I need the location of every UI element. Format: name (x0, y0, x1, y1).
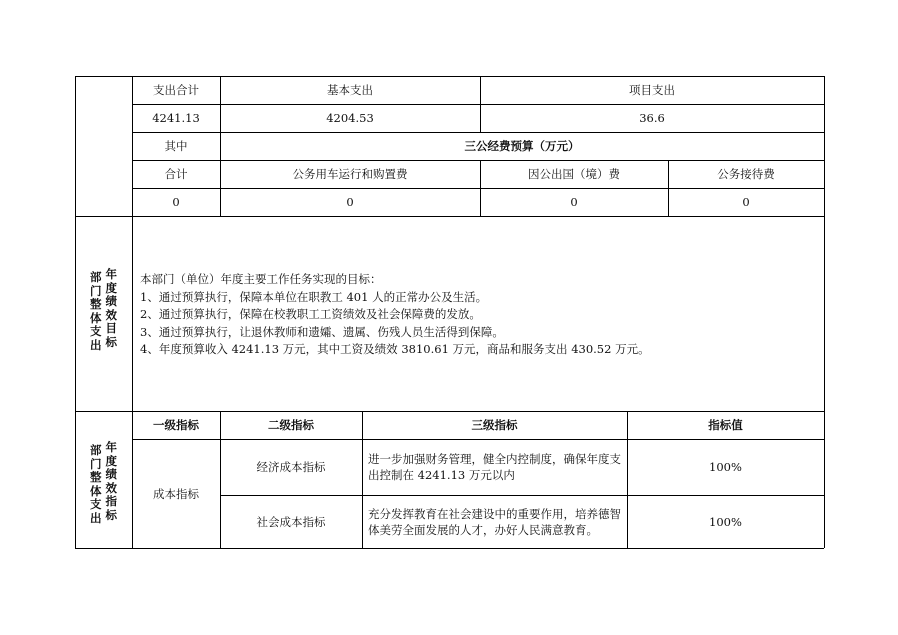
value-total-expenditure: 4241.13 (152, 111, 200, 125)
value-basic-expenditure: 4204.53 (326, 111, 374, 125)
social-cost-value: 100% (709, 514, 742, 529)
side-char: 门 (90, 283, 102, 298)
annual-goals-text (140, 271, 820, 359)
side-char: 体 (90, 310, 102, 325)
sub-value-reception: 0 (742, 195, 750, 209)
sub-header-reception: 公务接待费 (717, 167, 775, 181)
indicators-side-label-col1 (90, 444, 102, 525)
level3-social-cost-desc: 充分发挥教育在社会建设中的重要作用，培养德智体美劳全面发展的人才，办好人民满意教育。 (368, 506, 621, 537)
side-char: 绩 (105, 467, 117, 481)
side-char: 整 (90, 470, 102, 484)
side-char: 目 (105, 321, 117, 335)
side-char: 出 (90, 510, 102, 525)
side-char: 年 (105, 440, 117, 454)
side-char: 出 (90, 337, 102, 352)
goals-side-label (75, 267, 132, 352)
side-char: 绩 (105, 294, 117, 308)
section-divider (75, 216, 824, 217)
side-char: 体 (90, 483, 102, 498)
level2-economic-cost: 经济成本指标 (256, 460, 326, 474)
goals-side-label-col1 (90, 271, 102, 352)
goal-line: 本部门（单位）年度主要工作任务实现的目标： (140, 272, 382, 286)
side-char: 指 (105, 494, 117, 508)
side-char: 标 (105, 334, 117, 349)
economic-cost-value: 100% (709, 460, 742, 474)
three-public-budget-title: 三公经费预算（万元） (464, 139, 580, 153)
side-char: 年 (105, 267, 117, 281)
header-level1-indicator: 一级指标 (153, 418, 199, 432)
goal-line: 2、通过预算执行，保障在校教职工工资绩效及社会保障费的发放。 (140, 307, 481, 321)
side-char: 部 (90, 270, 102, 284)
side-char: 部 (90, 443, 102, 457)
goal-line: 1、通过预算执行，保障本单位在职教工 401 人的正常办公及生活。 (140, 289, 488, 304)
sub-header-total: 合计 (164, 167, 188, 181)
header-level3-indicator: 三级指标 (471, 418, 518, 432)
header-basic-expenditure: 基本支出 (327, 83, 373, 97)
table-border-right (824, 76, 825, 548)
sub-header-vehicle: 公务用车运行和购置费 (292, 167, 408, 181)
table-border-bottom (75, 548, 824, 549)
goal-line: 4、年度预算收入 4241.13 万元，其中工资及绩效 3810.61 万元，商品和服务支出 430.52 万元。 (140, 342, 650, 356)
sub-value-abroad: 0 (570, 195, 578, 209)
level1-cost-indicator: 成本指标 (153, 486, 199, 501)
header-total-expenditure: 支出合计 (153, 83, 199, 97)
indicators-side-label (75, 440, 132, 525)
goals-side-label-col2 (106, 268, 118, 352)
side-char: 整 (90, 297, 102, 311)
side-char: 度 (105, 280, 117, 295)
header-project-expenditure: 项目支出 (629, 83, 675, 97)
value-project-expenditure: 36.6 (639, 111, 665, 125)
among-label: 其中 (164, 139, 188, 153)
header-level2-indicator: 二级指标 (268, 418, 314, 432)
side-char: 效 (105, 307, 117, 322)
side-char: 效 (105, 480, 117, 495)
sub-value-vehicle: 0 (346, 195, 354, 209)
side-char: 门 (90, 456, 102, 471)
sub-value-total: 0 (172, 195, 180, 209)
level2-social-cost: 社会成本指标 (256, 514, 326, 529)
side-char: 度 (105, 453, 117, 468)
header-indicator-value: 指标值 (708, 418, 743, 432)
goal-line: 3、通过预算执行，让退休教师和遗孀、遗属、伤残人员生活得到保障。 (140, 324, 504, 339)
side-char: 标 (105, 507, 117, 522)
indicators-side-label-col2 (106, 441, 118, 525)
side-char: 支 (90, 324, 102, 338)
sub-header-abroad: 因公出国（境）费 (528, 167, 620, 181)
side-char: 支 (90, 497, 102, 511)
level3-economic-cost-desc: 进一步加强财务管理，健全内控制度，确保年度支出控制在 4241.13 万元以内 (368, 452, 621, 482)
